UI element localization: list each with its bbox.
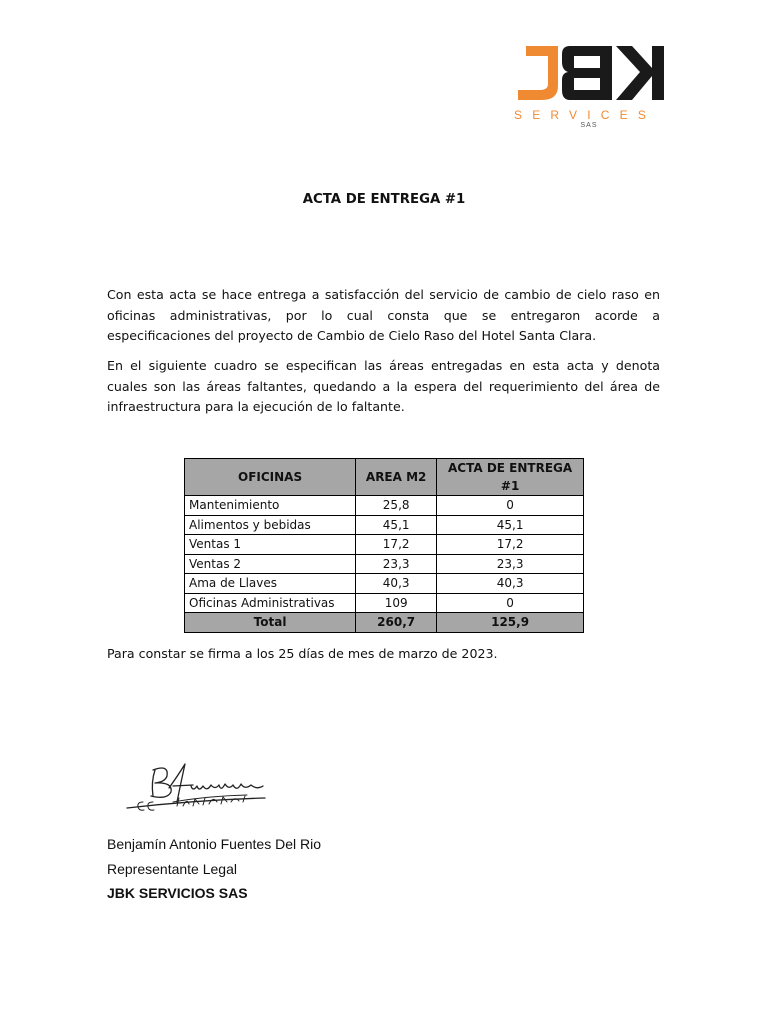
table-header-row [185,459,584,496]
area-value: 45,1 [356,515,437,535]
signer-role: Representante Legal [107,861,237,877]
area-value: 40,3 [356,574,437,594]
table-row [185,535,584,555]
header-area: AREA M2 [356,459,437,496]
delivered-value: 40,3 [437,574,584,594]
header-oficinas: OFICINAS [185,459,356,496]
closing-statement: Para constar se firma a los 25 días de mes de marzo de 2023. [107,646,498,661]
area-value: 25,8 [356,496,437,516]
document-title: ACTA DE ENTREGA #1 [302,192,466,207]
signer-name: Benjamín Antonio Fuentes Del Rio [107,836,322,852]
office-name: Ama de Llaves [185,574,356,594]
signer-company: JBK SERVICIOS SAS [107,885,248,901]
areas-paragraph: En el siguiente cuadro se especifican las áreas entregadas en esta acta y denota cuales son las áreas faltantes, quedando a la espera del requerimiento del área de infraestructura para la ejecución de lo faltante. [107,358,660,414]
table-row [185,515,584,535]
office-name: Ventas 1 [185,535,356,555]
handwritten-signature [107,752,287,824]
table-row [185,574,584,594]
table-row [185,554,584,574]
logo-sas-text: SAS [580,122,598,129]
delivered-value: 45,1 [437,515,584,535]
logo-services-text: SERVICES [514,108,657,122]
jbk-logo-mark [512,40,668,106]
office-name: Mantenimiento [185,496,356,516]
delivered-value: 23,3 [437,554,584,574]
office-name: Alimentos y bebidas [185,515,356,535]
area-value: 23,3 [356,554,437,574]
delivered-value: 0 [437,593,584,613]
delivered-value: 0 [437,496,584,516]
office-name: Oficinas Administrativas [185,593,356,613]
area-value: 109 [356,593,437,613]
area-value: 17,2 [356,535,437,555]
intro-paragraph: Con esta acta se hace entrega a satisfacción del servicio de cambio de cielo raso en oficinas administrativas, por lo cual consta que se entregaron acorde a especificaciones del proyecto de Cambio de Cielo Raso del Hotel Santa Clara. [107,287,660,343]
company-logo [512,40,668,132]
table-row [185,496,584,516]
total-label: Total [185,613,356,633]
table-total-row [185,613,584,633]
table-row [185,593,584,613]
delivered-value: 17,2 [437,535,584,555]
total-area: 260,7 [356,613,437,633]
total-delivered: 125,9 [437,613,584,633]
office-name: Ventas 2 [185,554,356,574]
areas-table [184,458,584,633]
header-acta: ACTA DE ENTREGA #1 [437,459,584,496]
